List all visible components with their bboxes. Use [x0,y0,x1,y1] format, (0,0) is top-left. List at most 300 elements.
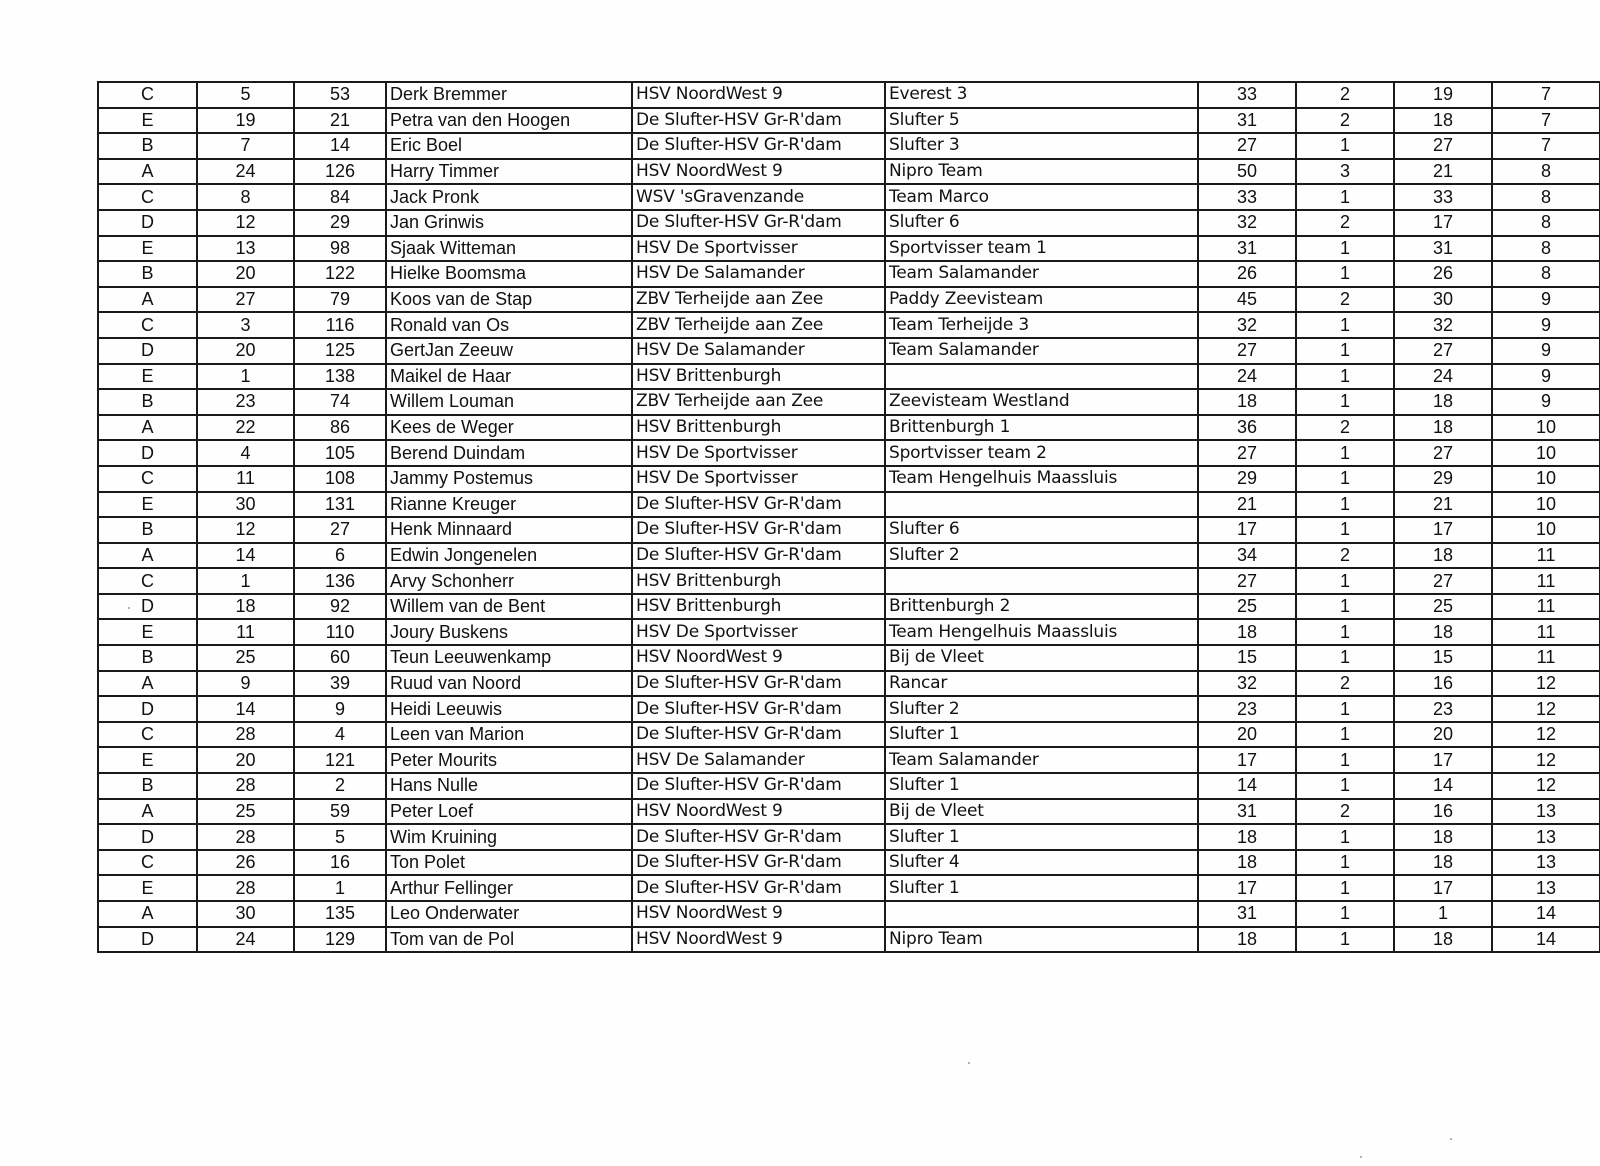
club-cell: De Slufter-HSV Gr-R'dam [632,773,885,799]
catch-count-cell: 1 [1296,133,1394,159]
points-cell: 29 [1198,466,1296,492]
section-cell: C [98,466,197,492]
club-cell: HSV De Sportvisser [632,466,885,492]
points-cell: 14 [1198,773,1296,799]
catch-count-cell: 1 [1296,389,1394,415]
largest-cell: 17 [1394,875,1492,901]
largest-cell: 27 [1394,568,1492,594]
angler-name-cell: Ton Polet [386,850,632,876]
angler-name-cell: Jammy Postemus [386,466,632,492]
largest-cell: 27 [1394,440,1492,466]
angler-name-cell: Kees de Weger [386,415,632,441]
rank-cell: 12 [1492,747,1600,773]
number-cell: 74 [294,389,386,415]
team-cell: Slufter 1 [885,875,1198,901]
team-cell: Slufter 4 [885,850,1198,876]
table-row [98,338,1600,364]
rank-cell: 10 [1492,440,1600,466]
team-cell: Nipro Team [885,927,1198,953]
seat-cell: 19 [197,108,294,134]
largest-cell: 18 [1394,543,1492,569]
angler-name-cell: Arthur Fellinger [386,875,632,901]
club-cell: HSV De Salamander [632,747,885,773]
club-cell: De Slufter-HSV Gr-R'dam [632,517,885,543]
rank-cell: 8 [1492,184,1600,210]
angler-name-cell: Ruud van Noord [386,671,632,697]
largest-cell: 26 [1394,261,1492,287]
table-row [98,108,1600,134]
table-row [98,261,1600,287]
seat-cell: 12 [197,517,294,543]
table-row [98,671,1600,697]
number-cell: 98 [294,236,386,262]
angler-name-cell: Berend Duindam [386,440,632,466]
section-cell: A [98,287,197,313]
section-cell: A [98,901,197,927]
section-cell: B [98,133,197,159]
angler-name-cell: Ronald van Os [386,312,632,338]
largest-cell: 14 [1394,773,1492,799]
team-cell: Slufter 2 [885,543,1198,569]
club-cell: HSV Brittenburgh [632,594,885,620]
table-row [98,901,1600,927]
team-cell: Team Hengelhuis Maassluis [885,619,1198,645]
seat-cell: 27 [197,287,294,313]
club-cell: HSV NoordWest 9 [632,927,885,953]
largest-cell: 1 [1394,901,1492,927]
team-cell: Bij de Vleet [885,645,1198,671]
section-cell: B [98,517,197,543]
table-row [98,210,1600,236]
catch-count-cell: 1 [1296,850,1394,876]
points-cell: 33 [1198,184,1296,210]
table-row [98,773,1600,799]
angler-name-cell: Hielke Boomsma [386,261,632,287]
angler-name-cell: Jan Grinwis [386,210,632,236]
seat-cell: 7 [197,133,294,159]
catch-count-cell: 2 [1296,82,1394,108]
section-cell: E [98,492,197,518]
seat-cell: 14 [197,543,294,569]
seat-cell: 25 [197,645,294,671]
seat-cell: 28 [197,824,294,850]
catch-count-cell: 2 [1296,799,1394,825]
seat-cell: 24 [197,159,294,185]
table-row [98,492,1600,518]
angler-name-cell: Wim Kruining [386,824,632,850]
club-cell: De Slufter-HSV Gr-R'dam [632,696,885,722]
team-cell [885,568,1198,594]
seat-cell: 14 [197,696,294,722]
section-cell: E [98,364,197,390]
angler-name-cell: Arvy Schonherr [386,568,632,594]
team-cell: Bij de Vleet [885,799,1198,825]
rank-cell: 13 [1492,875,1600,901]
catch-count-cell: 1 [1296,568,1394,594]
section-cell: C [98,312,197,338]
club-cell: ZBV Terheijde aan Zee [632,389,885,415]
rank-cell: 10 [1492,517,1600,543]
number-cell: 126 [294,159,386,185]
section-cell: C [98,82,197,108]
table-row [98,287,1600,313]
seat-cell: 26 [197,850,294,876]
catch-count-cell: 2 [1296,543,1394,569]
number-cell: 2 [294,773,386,799]
angler-name-cell: Edwin Jongenelen [386,543,632,569]
scan-speck [1360,1156,1362,1158]
points-cell: 23 [1198,696,1296,722]
number-cell: 122 [294,261,386,287]
rank-cell: 13 [1492,824,1600,850]
table-row [98,619,1600,645]
largest-cell: 21 [1394,159,1492,185]
club-cell: HSV NoordWest 9 [632,159,885,185]
section-cell: D [98,440,197,466]
angler-name-cell: Sjaak Witteman [386,236,632,262]
points-cell: 26 [1198,261,1296,287]
largest-cell: 27 [1394,338,1492,364]
angler-name-cell: Hans Nulle [386,773,632,799]
table-row [98,799,1600,825]
seat-cell: 30 [197,492,294,518]
section-cell: E [98,108,197,134]
points-cell: 31 [1198,236,1296,262]
club-cell: HSV Brittenburgh [632,364,885,390]
club-cell: De Slufter-HSV Gr-R'dam [632,133,885,159]
angler-name-cell: Maikel de Haar [386,364,632,390]
team-cell: Brittenburgh 2 [885,594,1198,620]
table-row [98,159,1600,185]
rank-cell: 8 [1492,159,1600,185]
angler-name-cell: Koos van de Stap [386,287,632,313]
largest-cell: 16 [1394,799,1492,825]
table-row [98,543,1600,569]
table-row [98,364,1600,390]
table-row [98,184,1600,210]
largest-cell: 17 [1394,210,1492,236]
club-cell: De Slufter-HSV Gr-R'dam [632,210,885,236]
angler-name-cell: Willem Louman [386,389,632,415]
table-row [98,747,1600,773]
points-cell: 18 [1198,824,1296,850]
club-cell: HSV De Sportvisser [632,440,885,466]
largest-cell: 24 [1394,364,1492,390]
number-cell: 84 [294,184,386,210]
club-cell: ZBV Terheijde aan Zee [632,312,885,338]
angler-name-cell: Peter Mourits [386,747,632,773]
table-row [98,875,1600,901]
team-cell: Slufter 3 [885,133,1198,159]
section-cell: E [98,236,197,262]
table-row [98,927,1600,953]
number-cell: 5 [294,824,386,850]
club-cell: WSV 'sGravenzande [632,184,885,210]
angler-name-cell: GertJan Zeeuw [386,338,632,364]
points-cell: 31 [1198,108,1296,134]
section-cell: A [98,799,197,825]
angler-name-cell: Willem van de Bent [386,594,632,620]
section-cell: C [98,184,197,210]
team-cell: Rancar [885,671,1198,697]
catch-count-cell: 1 [1296,364,1394,390]
catch-count-cell: 1 [1296,747,1394,773]
section-cell: A [98,543,197,569]
section-cell: A [98,415,197,441]
rank-cell: 8 [1492,236,1600,262]
catch-count-cell: 1 [1296,466,1394,492]
catch-count-cell: 1 [1296,312,1394,338]
points-cell: 18 [1198,389,1296,415]
team-cell: Slufter 6 [885,210,1198,236]
rank-cell: 12 [1492,773,1600,799]
points-cell: 32 [1198,210,1296,236]
points-cell: 15 [1198,645,1296,671]
angler-name-cell: Joury Buskens [386,619,632,645]
largest-cell: 31 [1394,236,1492,262]
section-cell: B [98,389,197,415]
team-cell: Slufter 5 [885,108,1198,134]
team-cell [885,901,1198,927]
seat-cell: 9 [197,671,294,697]
catch-count-cell: 1 [1296,492,1394,518]
section-cell: B [98,645,197,671]
section-cell: D [98,824,197,850]
catch-count-cell: 1 [1296,901,1394,927]
number-cell: 9 [294,696,386,722]
seat-cell: 20 [197,261,294,287]
table-row [98,722,1600,748]
table-row [98,568,1600,594]
points-cell: 32 [1198,671,1296,697]
scan-speck [1450,1138,1452,1140]
table-row [98,82,1600,108]
section-cell: D [98,594,197,620]
table-row [98,312,1600,338]
rank-cell: 9 [1492,338,1600,364]
seat-cell: 23 [197,389,294,415]
section-cell: D [98,927,197,953]
catch-count-cell: 1 [1296,261,1394,287]
seat-cell: 18 [197,594,294,620]
club-cell: HSV NoordWest 9 [632,799,885,825]
points-cell: 27 [1198,440,1296,466]
points-cell: 18 [1198,619,1296,645]
team-cell: Sportvisser team 2 [885,440,1198,466]
section-cell: E [98,747,197,773]
rank-cell: 7 [1492,108,1600,134]
points-cell: 18 [1198,927,1296,953]
angler-name-cell: Heidi Leeuwis [386,696,632,722]
catch-count-cell: 1 [1296,696,1394,722]
club-cell: HSV Brittenburgh [632,415,885,441]
points-cell: 27 [1198,338,1296,364]
number-cell: 108 [294,466,386,492]
club-cell: De Slufter-HSV Gr-R'dam [632,671,885,697]
rank-cell: 10 [1492,415,1600,441]
angler-name-cell: Leen van Marion [386,722,632,748]
number-cell: 86 [294,415,386,441]
team-cell: Slufter 2 [885,696,1198,722]
seat-cell: 1 [197,568,294,594]
rank-cell: 14 [1492,927,1600,953]
catch-count-cell: 2 [1296,108,1394,134]
angler-name-cell: Leo Onderwater [386,901,632,927]
team-cell: Slufter 1 [885,773,1198,799]
catch-count-cell: 2 [1296,671,1394,697]
team-cell: Zeevisteam Westland [885,389,1198,415]
angler-name-cell: Harry Timmer [386,159,632,185]
table-row [98,824,1600,850]
club-cell: De Slufter-HSV Gr-R'dam [632,543,885,569]
rank-cell: 7 [1492,133,1600,159]
seat-cell: 11 [197,619,294,645]
club-cell: HSV NoordWest 9 [632,82,885,108]
largest-cell: 33 [1394,184,1492,210]
rank-cell: 10 [1492,492,1600,518]
team-cell: Slufter 1 [885,824,1198,850]
rank-cell: 8 [1492,261,1600,287]
angler-name-cell: Jack Pronk [386,184,632,210]
club-cell: De Slufter-HSV Gr-R'dam [632,850,885,876]
points-cell: 17 [1198,517,1296,543]
table-row [98,645,1600,671]
catch-count-cell: 1 [1296,824,1394,850]
number-cell: 6 [294,543,386,569]
number-cell: 16 [294,850,386,876]
seat-cell: 24 [197,927,294,953]
team-cell: Paddy Zeevisteam [885,287,1198,313]
points-cell: 25 [1198,594,1296,620]
largest-cell: 27 [1394,133,1492,159]
team-cell: Everest 3 [885,82,1198,108]
number-cell: 92 [294,594,386,620]
number-cell: 14 [294,133,386,159]
catch-count-cell: 1 [1296,619,1394,645]
rank-cell: 12 [1492,696,1600,722]
rank-cell: 11 [1492,543,1600,569]
points-cell: 18 [1198,850,1296,876]
rank-cell: 11 [1492,619,1600,645]
club-cell: HSV NoordWest 9 [632,645,885,671]
catch-count-cell: 1 [1296,875,1394,901]
club-cell: HSV De Salamander [632,338,885,364]
number-cell: 53 [294,82,386,108]
club-cell: HSV Brittenburgh [632,568,885,594]
points-cell: 21 [1198,492,1296,518]
number-cell: 59 [294,799,386,825]
number-cell: 125 [294,338,386,364]
points-cell: 32 [1198,312,1296,338]
points-cell: 20 [1198,722,1296,748]
rank-cell: 9 [1492,389,1600,415]
rank-cell: 8 [1492,210,1600,236]
largest-cell: 18 [1394,824,1492,850]
largest-cell: 18 [1394,415,1492,441]
largest-cell: 25 [1394,594,1492,620]
club-cell: ZBV Terheijde aan Zee [632,287,885,313]
points-cell: 27 [1198,568,1296,594]
results-table [97,81,1600,953]
points-cell: 34 [1198,543,1296,569]
table-row [98,236,1600,262]
team-cell: Team Salamander [885,338,1198,364]
club-cell: HSV De Salamander [632,261,885,287]
number-cell: 29 [294,210,386,236]
catch-count-cell: 1 [1296,722,1394,748]
points-cell: 45 [1198,287,1296,313]
largest-cell: 18 [1394,619,1492,645]
rank-cell: 13 [1492,850,1600,876]
rank-cell: 12 [1492,722,1600,748]
number-cell: 110 [294,619,386,645]
points-cell: 17 [1198,747,1296,773]
points-cell: 24 [1198,364,1296,390]
section-cell: E [98,875,197,901]
section-cell: B [98,773,197,799]
points-cell: 36 [1198,415,1296,441]
number-cell: 79 [294,287,386,313]
catch-count-cell: 1 [1296,338,1394,364]
number-cell: 129 [294,927,386,953]
seat-cell: 20 [197,338,294,364]
rank-cell: 9 [1492,364,1600,390]
seat-cell: 25 [197,799,294,825]
points-cell: 27 [1198,133,1296,159]
number-cell: 4 [294,722,386,748]
seat-cell: 13 [197,236,294,262]
seat-cell: 28 [197,773,294,799]
rank-cell: 11 [1492,645,1600,671]
catch-count-cell: 3 [1296,159,1394,185]
catch-count-cell: 1 [1296,594,1394,620]
scan-speck [968,1062,970,1064]
number-cell: 138 [294,364,386,390]
largest-cell: 20 [1394,722,1492,748]
section-cell: C [98,568,197,594]
table-row [98,133,1600,159]
largest-cell: 21 [1394,492,1492,518]
team-cell: Slufter 1 [885,722,1198,748]
largest-cell: 17 [1394,747,1492,773]
number-cell: 131 [294,492,386,518]
catch-count-cell: 1 [1296,773,1394,799]
largest-cell: 16 [1394,671,1492,697]
section-cell: C [98,722,197,748]
seat-cell: 12 [197,210,294,236]
table-row [98,440,1600,466]
angler-name-cell: Derk Bremmer [386,82,632,108]
rank-cell: 10 [1492,466,1600,492]
catch-count-cell: 2 [1296,415,1394,441]
team-cell: Team Marco [885,184,1198,210]
team-cell: Brittenburgh 1 [885,415,1198,441]
rank-cell: 13 [1492,799,1600,825]
table-row [98,389,1600,415]
angler-name-cell: Tom van de Pol [386,927,632,953]
seat-cell: 28 [197,875,294,901]
angler-name-cell: Petra van den Hoogen [386,108,632,134]
team-cell: Team Salamander [885,261,1198,287]
rank-cell: 12 [1492,671,1600,697]
catch-count-cell: 1 [1296,927,1394,953]
catch-count-cell: 1 [1296,184,1394,210]
section-cell: E [98,619,197,645]
angler-name-cell: Rianne Kreuger [386,492,632,518]
team-cell: Nipro Team [885,159,1198,185]
largest-cell: 32 [1394,312,1492,338]
catch-count-cell: 1 [1296,517,1394,543]
